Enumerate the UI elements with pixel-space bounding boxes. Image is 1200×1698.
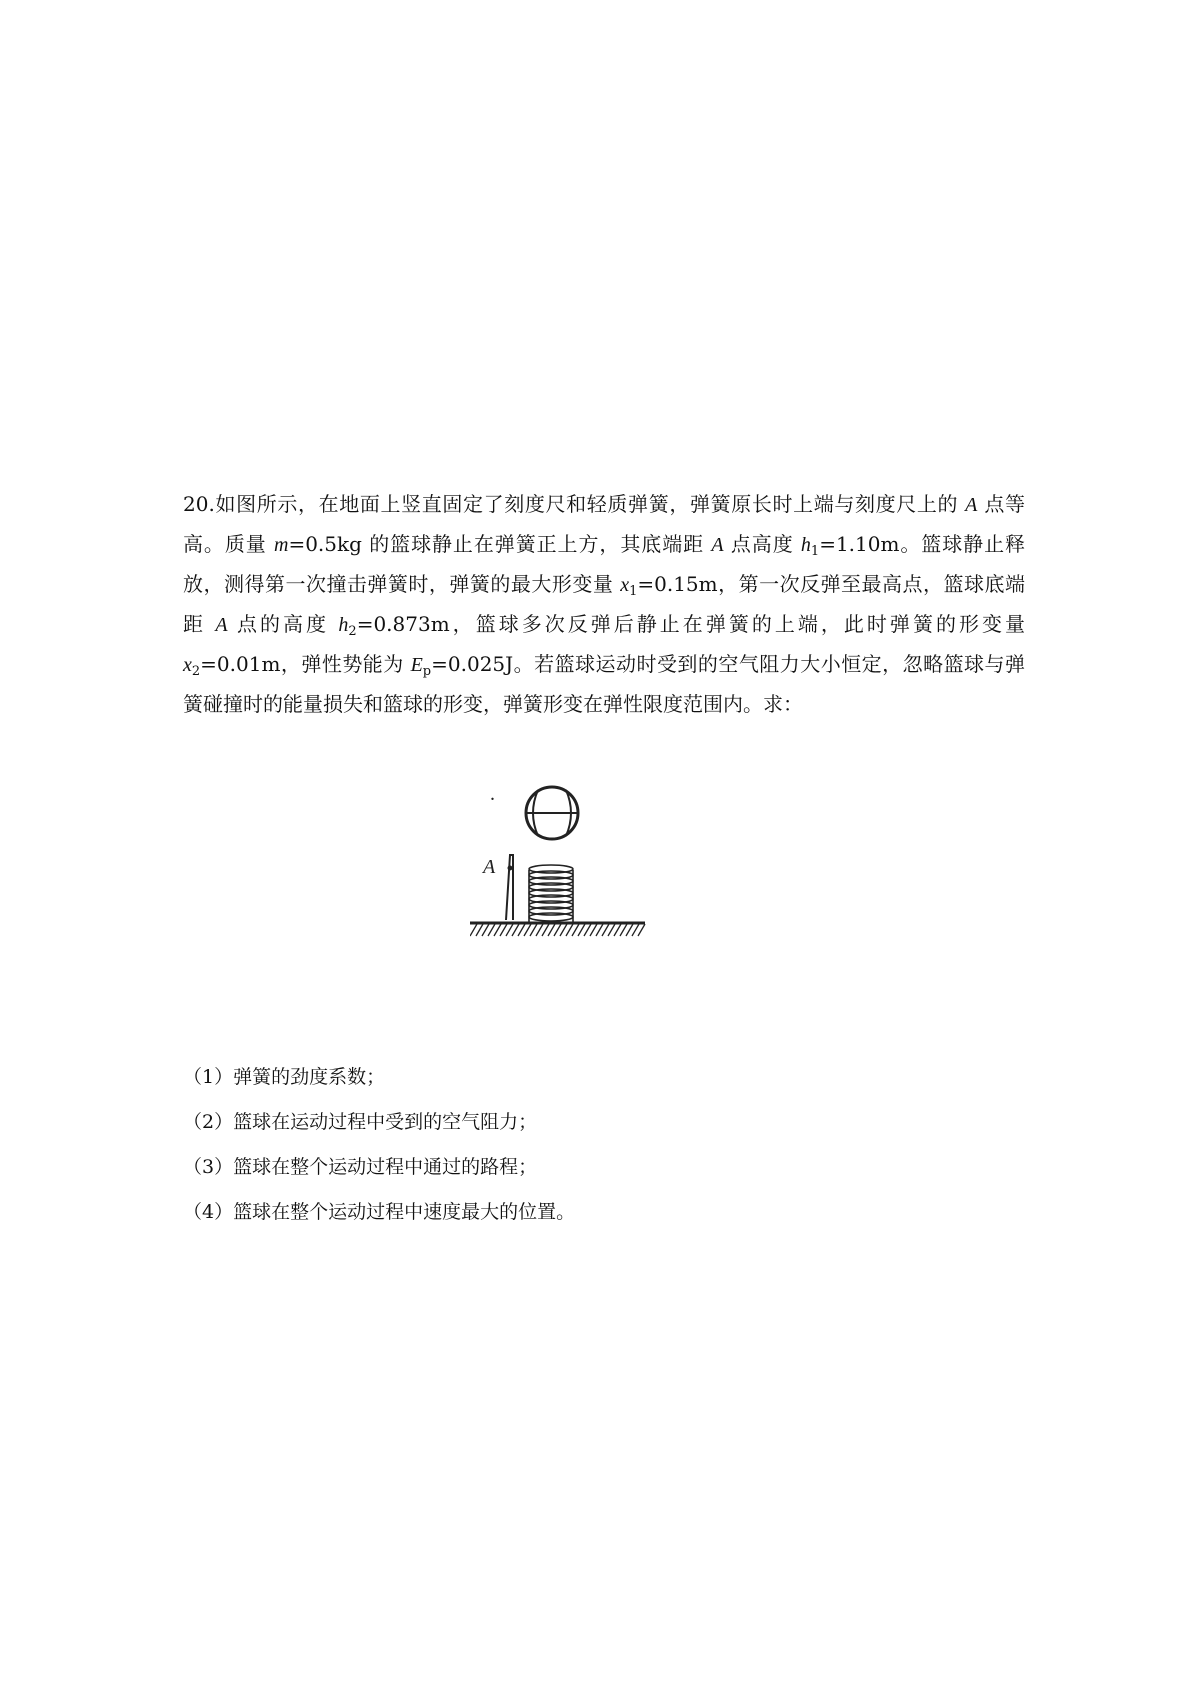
point-a-marker (508, 866, 513, 871)
sub-questions (183, 1055, 1025, 1235)
ground-hatching (470, 924, 645, 936)
question-2: （2）篮球在运动过程中受到的空气阻力； (183, 1111, 538, 1133)
stray-dot: . (490, 783, 495, 805)
problem-statement (183, 485, 1025, 724)
problem-text: 20.如图所示，在地面上竖直固定了刻度尺和轻质弹簧，弹簧原长时上端与刻度尺上的 A 点等高。质量 m=0.5kg 的篮球静止在弹簧正上方，其底端距 A 点高度 $h_1=1.10m$。篮球静止释放，测得第一次撞击弹簧时，弹簧的最大形变量 $x_1=0.15m$，第一次反弹至最高点，篮球底端距 A 点的高度 $h_2=0.873m$，篮球多次反弹后静止在弹簧的上端，此时弹簧的形变量 $x_2=0.01m$，弹性势能为 $E_p=0.025J$。若篮球运动时受到的空气阻力大小恒定，忽略篮球与弹簧碰撞时的能量损失和篮球的形变，弹簧形变在弹性限度范围内。求： (183, 492, 1026, 716)
label-a: A (483, 856, 496, 878)
spring (529, 865, 573, 922)
question-4: （4）篮球在整个运动过程中速度最大的位置。 (183, 1201, 576, 1223)
ruler (506, 855, 513, 920)
basketball (526, 787, 578, 839)
question-3: （3）篮球在整个运动过程中通过的路程； (183, 1156, 538, 1178)
question-1: （1）弹簧的劲度系数； (183, 1066, 386, 1088)
physics-figure (470, 770, 730, 1030)
